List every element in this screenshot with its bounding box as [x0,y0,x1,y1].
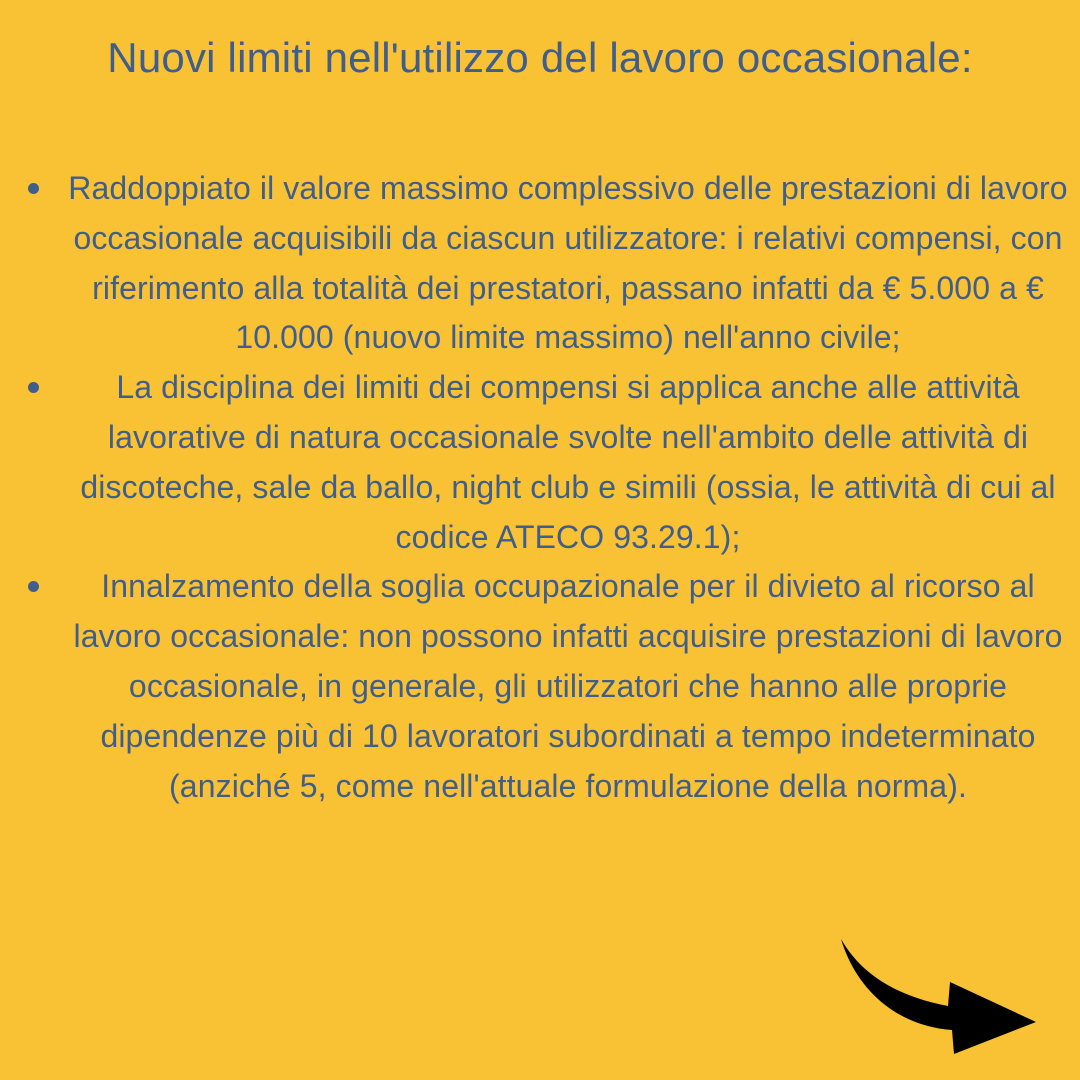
bullet-icon [28,183,39,194]
page-title: Nuovi limiti nell'utilizzo del lavoro occasionale: [107,34,973,81]
bullet-icon [28,382,39,393]
list-item-text: Innalzamento della soglia occupazionale per il divieto al ricorso al lavoro occasionale: non possono infatti acquisire prestazioni di lavoro occasionale, in generale, gli utilizzatori che hanno alle proprie dipendenze più di 10 lavoratori subordinati a tempo indeterminato (anziché 5, come nell'attuale formulazione della norma). [73,568,1063,804]
list-item-text: Raddoppiato il valore massimo complessivo delle prestazioni di lavoro occasionale acquisibili da ciascun utilizzatore: i relativi compensi, con riferimento alla totalità dei prestatori, passano infatti da € 5.000 a € 10.000 (nuovo limite massimo) nell'anno civile; [68,170,1068,356]
bullet-list [0,164,1080,811]
list-item [0,562,1080,811]
list-item [0,164,1080,363]
bullet-icon [28,581,39,592]
list-item-text: La disciplina dei limiti dei compensi si applica anche alle attività lavorative di natura occasionale svolte nell'ambito delle attività di discoteche, sale da ballo, night club e simili (ossia, le attività di cui al codice ATECO 93.29.1); [80,369,1056,555]
list-item [0,363,1080,562]
arrow-right-icon[interactable] [836,934,1046,1064]
